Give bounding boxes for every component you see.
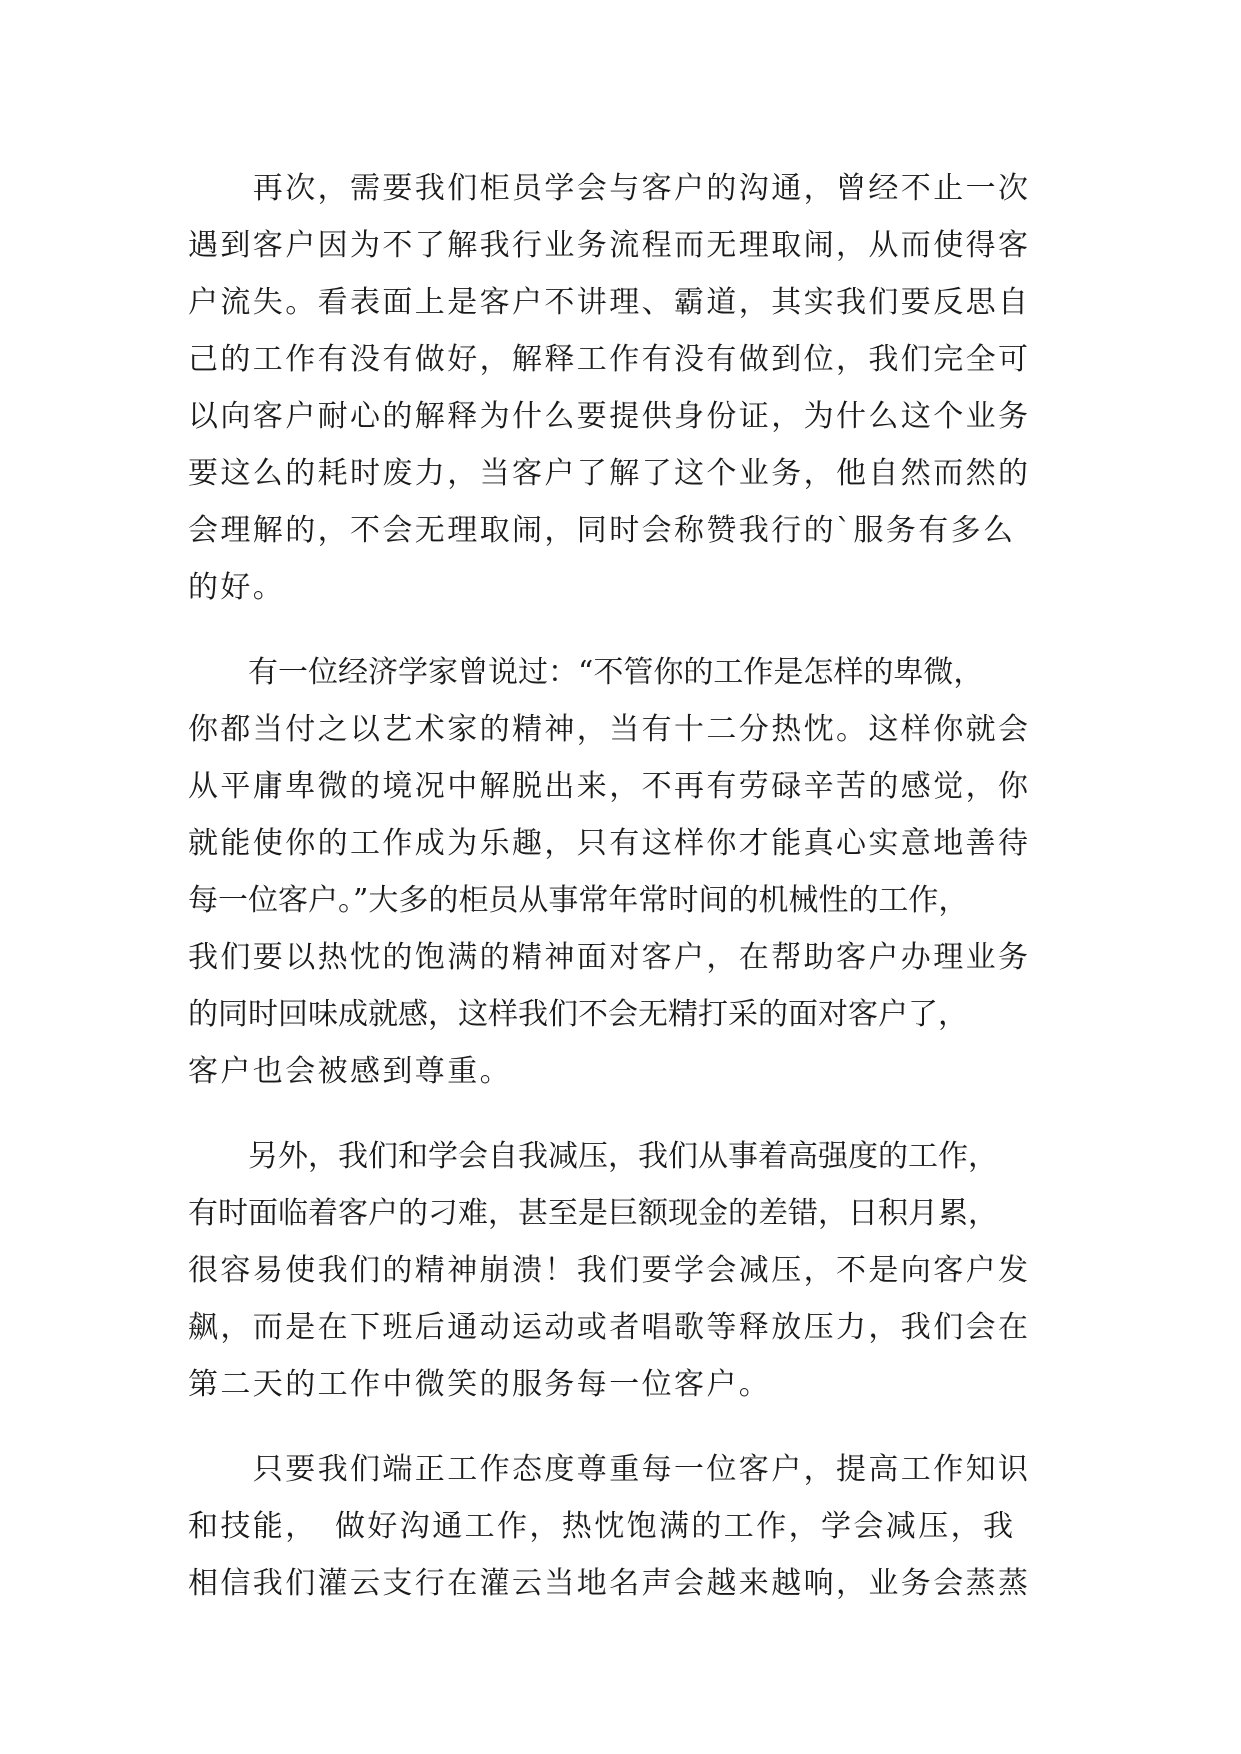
text-line: 客户也会被感到尊重。 [188,1054,512,1089]
text-line: 相信我们灌云支行在灌云当地名声会越来越响，业务会蒸蒸 [188,1566,1031,1601]
text-line: 飙，而是在下班后通动运动或者唱歌等释放压力，我们会在 [188,1310,1031,1345]
text-line: 另外，我们和学会自我减压，我们从事着高强度的工作， [188,1139,998,1174]
text-line: 很容易使我们的精神崩溃！我们要学会减压，不是向客户发 [188,1253,1031,1288]
text-line: 的同时回味成就感，这样我们不会无精打采的面对客户了， [188,997,968,1032]
text-line: 己的工作有没有做好，解释工作有没有做到位，我们完全可 [188,342,1031,377]
text-line: 从平庸卑微的境况中解脱出来，不再有劳碌辛苦的感觉，你 [188,769,1031,804]
document-body [188,160,1058,1612]
text-line: 就能使你的工作成为乐趣，只有这样你才能真心实意地善待 [188,826,1031,861]
text-line: 户流失。看表面上是客户不讲理、霸道，其实我们要反思自 [188,285,1031,320]
text-line: 再次，需要我们柜员学会与客户的沟通，曾经不止一次 [188,171,1031,206]
text-line: 和技能， 做好沟通工作，热忱饱满的工作，学会减压，我 [188,1509,1016,1544]
text-line: 有时面临着客户的刁难，甚至是巨额现金的差错，日积月累， [188,1196,998,1231]
paragraph-2 [188,644,1058,1100]
text-line: 要这么的耗时废力，当客户了解了这个业务，他自然而然的 [188,456,1031,491]
text-line: 的好。 [188,570,286,605]
paragraph-spacer [188,1100,1058,1128]
text-line: 以向客户耐心的解释为什么要提供身份证，为什么这个业务 [188,399,1031,434]
text-line: 你都当付之以艺术家的精神，当有十二分热忱。这样你就会 [188,712,1031,747]
paragraph-4 [188,1441,1058,1612]
paragraph-1 [188,160,1058,616]
text-line: 有一位经济学家曾说过：“不管你的工作是怎样的卑微， [188,655,984,690]
text-line: 第二天的工作中微笑的服务每一位客户。 [188,1367,772,1402]
text-line: 我们要以热忱的饱满的精神面对客户，在帮助客户办理业务 [188,940,1031,975]
text-line: 只要我们端正工作态度尊重每一位客户，提高工作知识 [188,1452,1031,1487]
text-line: 会理解的，不会无理取闹，同时会称赞我行的`服务有多么 [188,513,1016,548]
paragraph-3 [188,1128,1058,1413]
text-line: 每一位客户。”大多的柜员从事常年常时间的机械性的工作， [188,883,969,918]
paragraph-spacer [188,616,1058,644]
text-line: 遇到客户因为不了解我行业务流程而无理取闹，从而使得客 [188,228,1031,263]
paragraph-spacer [188,1413,1058,1441]
